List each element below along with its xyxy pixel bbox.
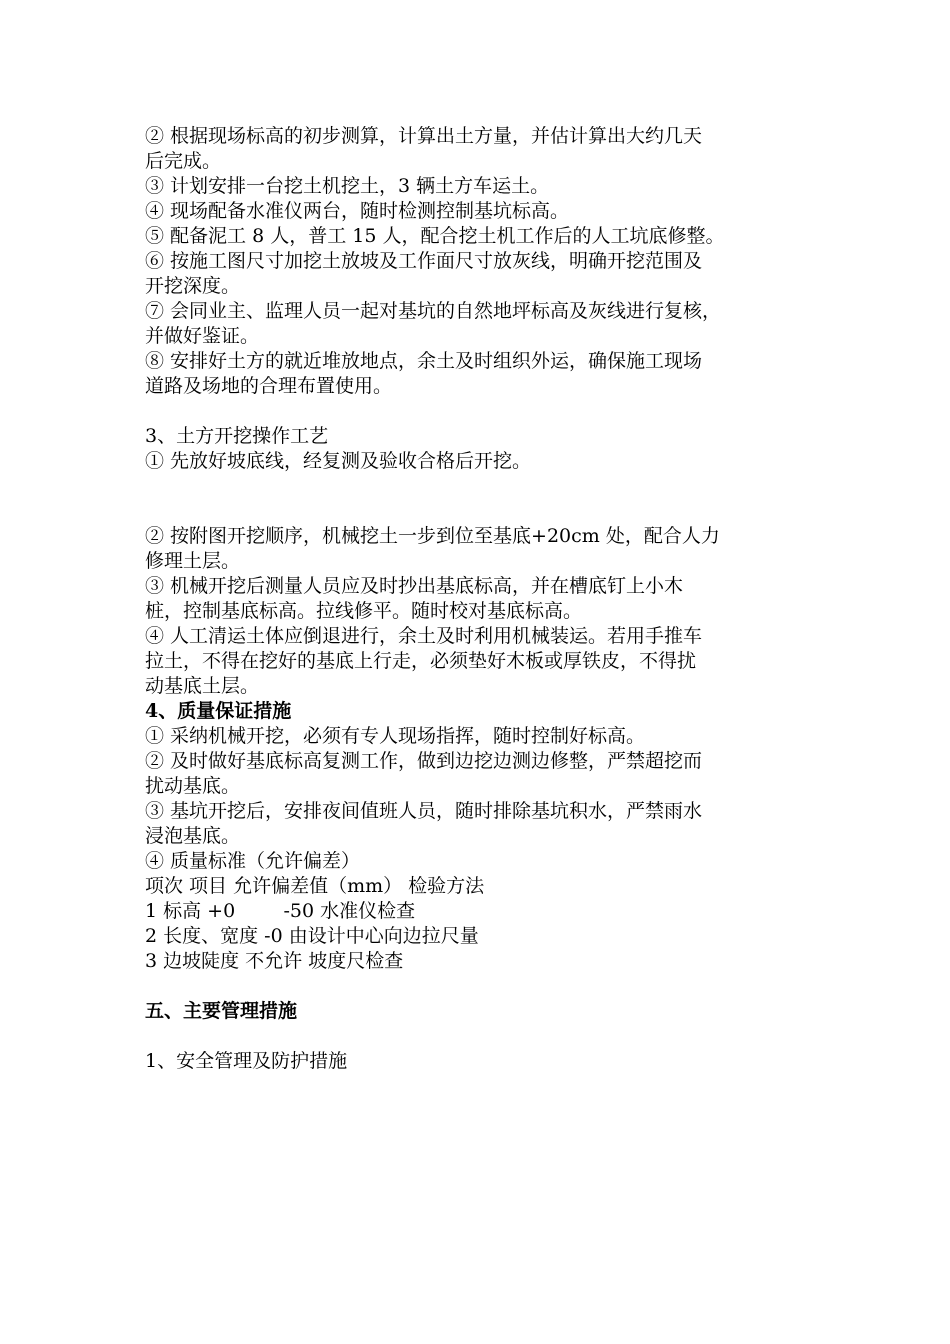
text-line: 扰动基底。 <box>145 775 241 797</box>
section-heading-4: 4、质量保证措施 <box>145 700 292 722</box>
text-line: 道路及场地的合理布置使用。 <box>145 375 393 397</box>
text-line: ④ 现场配备水准仪两台，随时检测控制基坑标高。 <box>145 200 570 222</box>
table-row-line: 3 边坡陡度 不允许 坡度尺检查 <box>145 950 404 972</box>
table-row-line: 1 标高 +0 -50 水准仪检查 <box>145 900 416 922</box>
table-header-line: 项次 项目 允许偏差值（mm） 检验方法 <box>145 875 485 897</box>
text-line: 开挖深度。 <box>145 275 241 297</box>
text-line: 并做好鉴证。 <box>145 325 260 347</box>
text-line: ⑥ 按施工图尺寸加挖土放坡及工作面尺寸放灰线，明确开挖范围及 <box>145 250 703 272</box>
text-line: 修理土层。 <box>145 550 241 572</box>
text-line: ① 先放好坡底线，经复测及验收合格后开挖。 <box>145 450 532 472</box>
text-line: ② 及时做好基底标高复测工作，做到边挖边测边修整，严禁超挖而 <box>145 750 703 772</box>
text-line: ③ 计划安排一台挖土机挖土，3 辆土方车运土。 <box>145 175 550 197</box>
document-page <box>145 124 835 1074</box>
text-line: 桩，控制基底标高。拉线修平。随时校对基底标高。 <box>145 600 583 622</box>
text-line: 动基底土层。 <box>145 675 260 697</box>
text-line: 拉土，不得在挖好的基底上行走，必须垫好木板或厚铁皮，不得扰 <box>145 650 697 672</box>
text-line: ④ 人工清运土体应倒退进行，余土及时利用机械装运。若用手推车 <box>145 625 703 647</box>
subsection-heading: 1、安全管理及防护措施 <box>145 1050 348 1072</box>
blank-line <box>145 1024 835 1049</box>
blank-line <box>145 399 835 424</box>
text-line: ① 采纳机械开挖，必须有专人现场指挥，随时控制好标高。 <box>145 725 646 747</box>
table-row-line: 2 长度、宽度 -0 由设计中心向边拉尺量 <box>145 925 479 947</box>
text-line: ② 根据现场标高的初步测算，计算出土方量，并估计算出大约几天 <box>145 125 703 147</box>
text-line: ⑤ 配备泥工 8 人，普工 15 人，配合挖土机工作后的人工坑底修整。 <box>145 225 725 247</box>
text-line: ④ 质量标准（允许偏差） <box>145 850 361 872</box>
section-heading-3: 3、土方开挖操作工艺 <box>145 425 329 447</box>
blank-line <box>145 974 835 999</box>
blank-space <box>145 474 835 524</box>
text-line: ② 按附图开挖顺序，机械挖土一步到位至基底+20cm 处，配合人力 <box>145 525 720 547</box>
text-line: ⑦ 会同业主、监理人员一起对基坑的自然地坪标高及灰线进行复核， <box>145 300 722 322</box>
text-line: ⑧ 安排好土方的就近堆放地点，余土及时组织外运，确保施工现场 <box>145 350 703 372</box>
text-line: ③ 机械开挖后测量人员应及时抄出基底标高，并在槽底钉上小木 <box>145 575 684 597</box>
text-line: ③ 基坑开挖后，安排夜间值班人员，随时排除基坑积水，严禁雨水 <box>145 800 703 822</box>
text-line: 浸泡基底。 <box>145 825 241 847</box>
chapter-heading-5: 五、主要管理措施 <box>145 1000 298 1022</box>
text-line: 后完成。 <box>145 150 222 172</box>
